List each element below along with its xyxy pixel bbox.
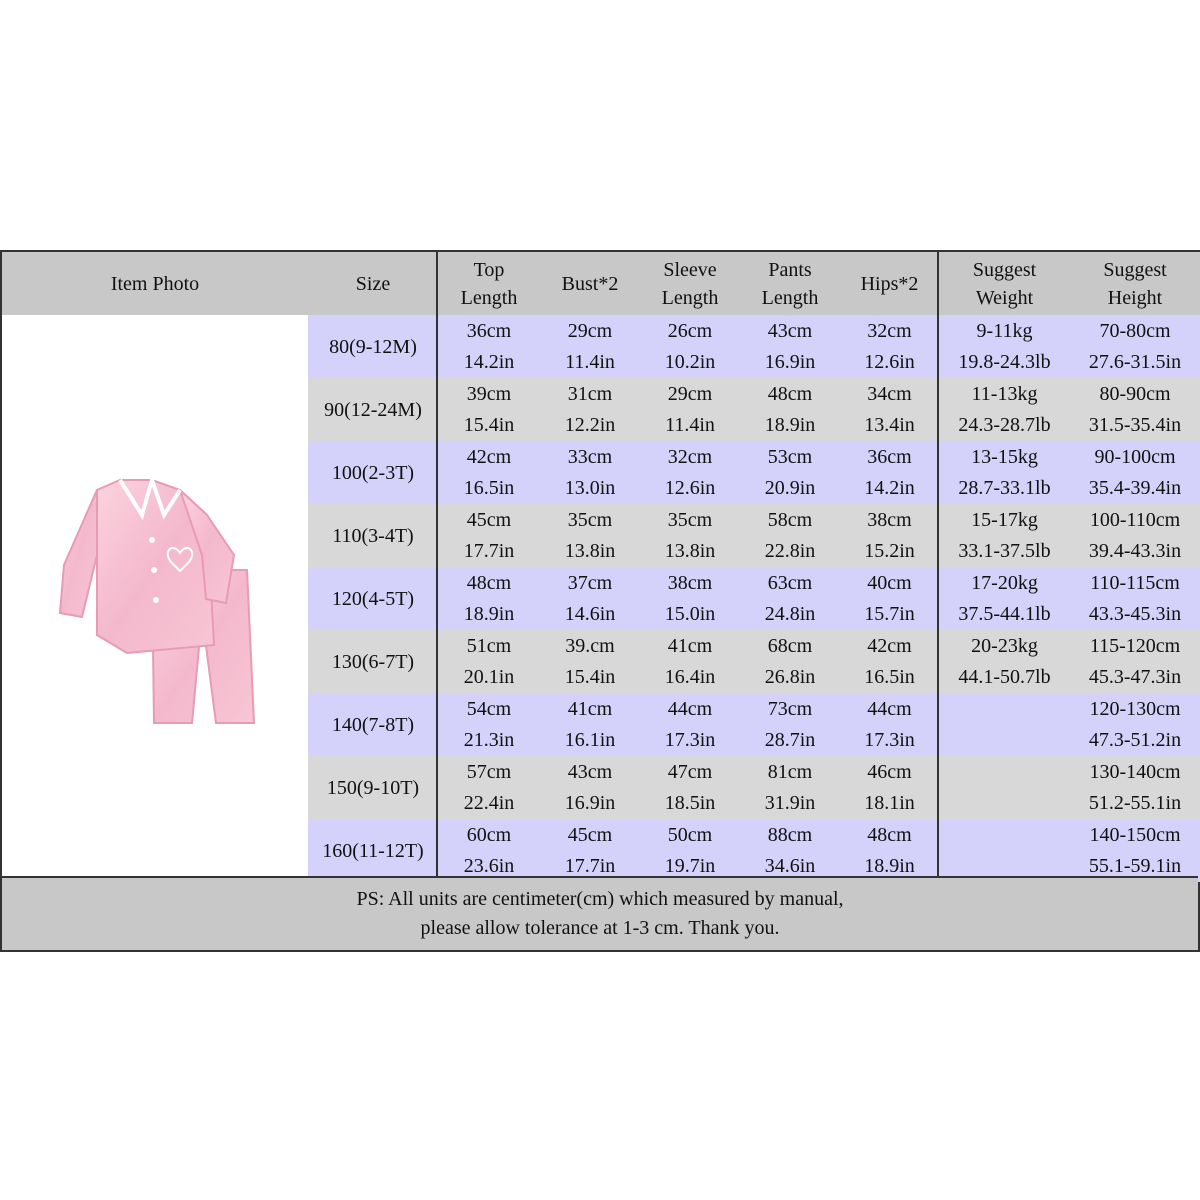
value-in: 43.3-45.3in bbox=[1088, 602, 1182, 625]
measurement-cell bbox=[840, 630, 939, 693]
measurement-cell bbox=[740, 693, 840, 756]
measurement-cell bbox=[840, 504, 939, 567]
measurement-cell bbox=[840, 693, 939, 756]
value-cm: 48cm bbox=[466, 571, 512, 594]
value-in: 13.0in bbox=[564, 476, 616, 499]
value-in: 19.7in bbox=[664, 854, 716, 877]
value-cm: 57cm bbox=[466, 760, 512, 783]
measurement-cell bbox=[640, 315, 740, 378]
value-in: 18.9in bbox=[764, 413, 816, 436]
measurement-cell bbox=[540, 567, 640, 630]
value-cm: 36cm bbox=[466, 319, 512, 342]
value-cm: 35cm bbox=[667, 508, 713, 531]
value-in: 16.1in bbox=[564, 728, 616, 751]
measurement-cell bbox=[540, 315, 640, 378]
value-cm: 81cm bbox=[767, 760, 813, 783]
value-in: 44.1-50.7lb bbox=[958, 665, 1051, 688]
measurement-cell bbox=[1070, 378, 1200, 441]
pajama-set-image bbox=[2, 315, 308, 876]
value-cm: 46cm bbox=[867, 760, 912, 783]
value-in: 15.2in bbox=[864, 539, 915, 562]
header-suggest-height: Suggest Height bbox=[1070, 252, 1200, 315]
header-size: Size bbox=[308, 252, 438, 315]
measurement-cell bbox=[1070, 819, 1200, 882]
measurement-cell bbox=[640, 693, 740, 756]
value-cm: 53cm bbox=[767, 445, 813, 468]
value-cm: 33cm bbox=[567, 445, 613, 468]
measurement-cell bbox=[1070, 504, 1200, 567]
measurement-cell bbox=[540, 504, 640, 567]
footer-note: PS: All units are centimeter(cm) which measured by manual, please allow tolerance at 1-3 cm. Thank you. bbox=[2, 876, 1198, 950]
size-label: 160(11-12T) bbox=[308, 819, 438, 882]
value-cm: 38cm bbox=[867, 508, 912, 531]
measurement-cell bbox=[1070, 630, 1200, 693]
value-in: 14.6in bbox=[564, 602, 616, 625]
value-cm: 31cm bbox=[567, 382, 613, 405]
size-label: 130(6-7T) bbox=[308, 630, 438, 693]
size-label: 150(9-10T) bbox=[308, 756, 438, 819]
value-in: 22.8in bbox=[764, 539, 816, 562]
value-in: 34.6in bbox=[764, 854, 816, 877]
value-in: 17.7in bbox=[463, 539, 515, 562]
item-photo bbox=[2, 315, 308, 876]
measurement-cell bbox=[1070, 315, 1200, 378]
size-chart bbox=[0, 250, 1200, 952]
value-cm: 90-100cm bbox=[1094, 445, 1176, 468]
measurement-cell bbox=[840, 378, 939, 441]
value-cm: 35cm bbox=[567, 508, 613, 531]
value-in: 11.4in bbox=[665, 413, 715, 436]
value-in: 24.8in bbox=[764, 602, 816, 625]
value-in: 16.5in bbox=[463, 476, 515, 499]
measurement-cell bbox=[939, 567, 1070, 630]
measurement-cell bbox=[540, 378, 640, 441]
size-label: 100(2-3T) bbox=[308, 441, 438, 504]
size-label: 110(3-4T) bbox=[308, 504, 438, 567]
header-suggest-weight: Suggest Weight bbox=[939, 252, 1070, 315]
value-in: 16.5in bbox=[864, 665, 915, 688]
value-cm: 110-115cm bbox=[1090, 571, 1180, 594]
value-in: 27.6-31.5in bbox=[1088, 350, 1182, 373]
value-in: 45.3-47.3in bbox=[1088, 665, 1182, 688]
measurement-cell bbox=[740, 630, 840, 693]
value-in: 11.4in bbox=[565, 350, 615, 373]
value-cm: 63cm bbox=[767, 571, 813, 594]
value-in: 26.8in bbox=[764, 665, 816, 688]
measurement-cell bbox=[640, 567, 740, 630]
value-in: 28.7-33.1lb bbox=[958, 476, 1051, 499]
measurement-cell bbox=[1070, 567, 1200, 630]
measurement-cell bbox=[438, 693, 540, 756]
value-in: 55.1-59.1in bbox=[1088, 854, 1182, 877]
value-cm: 17-20kg bbox=[971, 571, 1038, 594]
value-in: 12.6in bbox=[664, 476, 716, 499]
measurement-cell bbox=[740, 315, 840, 378]
measurement-cell bbox=[939, 693, 1070, 756]
measurement-cell bbox=[1070, 441, 1200, 504]
value-cm: 120-130cm bbox=[1089, 697, 1181, 720]
measurement-cell bbox=[740, 567, 840, 630]
header-item-photo: Item Photo bbox=[2, 252, 308, 315]
value-in: 47.3-51.2in bbox=[1088, 728, 1182, 751]
value-in: 15.4in bbox=[564, 665, 616, 688]
measurement-cell bbox=[640, 819, 740, 882]
measurement-cell bbox=[939, 378, 1070, 441]
value-cm: 48cm bbox=[767, 382, 813, 405]
value-cm: 115-120cm bbox=[1089, 634, 1181, 657]
value-cm: 32cm bbox=[867, 319, 912, 342]
value-cm: 45cm bbox=[466, 508, 512, 531]
measurement-cell bbox=[939, 756, 1070, 819]
size-label: 120(4-5T) bbox=[308, 567, 438, 630]
value-cm: 50cm bbox=[667, 823, 713, 846]
value-cm: 11-13kg bbox=[971, 382, 1038, 405]
value-cm: 42cm bbox=[867, 634, 912, 657]
value-cm: 39.cm bbox=[565, 634, 615, 657]
size-label: 90(12-24M) bbox=[308, 378, 438, 441]
value-in: 15.4in bbox=[463, 413, 515, 436]
value-in: 13.4in bbox=[864, 413, 915, 436]
value-in: 17.7in bbox=[564, 854, 616, 877]
header-pants-length: Pants Length bbox=[740, 252, 840, 315]
header-bust: Bust*2 bbox=[540, 252, 640, 315]
value-cm: 88cm bbox=[767, 823, 813, 846]
value-cm: 41cm bbox=[567, 697, 613, 720]
measurement-cell bbox=[840, 441, 939, 504]
value-cm: 42cm bbox=[466, 445, 512, 468]
measurement-cell bbox=[640, 504, 740, 567]
value-cm: 58cm bbox=[767, 508, 813, 531]
value-cm: 43cm bbox=[567, 760, 613, 783]
value-cm: 100-110cm bbox=[1089, 508, 1181, 531]
measurement-cell bbox=[540, 441, 640, 504]
value-in: 20.9in bbox=[764, 476, 816, 499]
measurement-cell bbox=[640, 756, 740, 819]
measurement-cell bbox=[840, 567, 939, 630]
value-cm: 44cm bbox=[667, 697, 713, 720]
measurement-cell bbox=[740, 819, 840, 882]
measurement-cell bbox=[640, 378, 740, 441]
column-divider bbox=[937, 252, 939, 876]
measurement-cell bbox=[939, 630, 1070, 693]
measurement-cell bbox=[840, 315, 939, 378]
value-cm: 20-23kg bbox=[971, 634, 1038, 657]
measurement-cell bbox=[939, 504, 1070, 567]
value-cm: 54cm bbox=[466, 697, 512, 720]
measurement-cell bbox=[1070, 756, 1200, 819]
value-in: 22.4in bbox=[463, 791, 515, 814]
value-in: 10.2in bbox=[664, 350, 716, 373]
value-cm: 48cm bbox=[867, 823, 912, 846]
value-in: 31.9in bbox=[764, 791, 816, 814]
value-in: 16.9in bbox=[564, 791, 616, 814]
measurement-cell bbox=[438, 819, 540, 882]
value-in: 18.9in bbox=[864, 854, 915, 877]
value-cm: 73cm bbox=[767, 697, 813, 720]
value-cm: 140-150cm bbox=[1089, 823, 1181, 846]
value-cm: 70-80cm bbox=[1099, 319, 1171, 342]
value-in: 17.3in bbox=[664, 728, 716, 751]
value-in: 17.3in bbox=[864, 728, 915, 751]
value-cm: 34cm bbox=[867, 382, 912, 405]
measurement-cell bbox=[438, 630, 540, 693]
measurement-cell bbox=[840, 756, 939, 819]
value-cm: 36cm bbox=[867, 445, 912, 468]
measurement-cell bbox=[438, 756, 540, 819]
value-cm: 40cm bbox=[867, 571, 912, 594]
measurement-cell bbox=[740, 441, 840, 504]
measurement-cell bbox=[438, 441, 540, 504]
value-cm: 29cm bbox=[567, 319, 613, 342]
value-in: 12.2in bbox=[564, 413, 616, 436]
value-in: 15.7in bbox=[864, 602, 915, 625]
value-in: 35.4-39.4in bbox=[1088, 476, 1182, 499]
value-cm: 47cm bbox=[667, 760, 713, 783]
value-cm: 45cm bbox=[567, 823, 613, 846]
measurement-cell bbox=[939, 819, 1070, 882]
value-cm: 44cm bbox=[867, 697, 912, 720]
value-in: 39.4-43.3in bbox=[1088, 539, 1182, 562]
measurement-cell bbox=[740, 756, 840, 819]
value-in: 12.6in bbox=[864, 350, 915, 373]
header-top-length: Top Length bbox=[438, 252, 540, 315]
measurement-cell bbox=[840, 819, 939, 882]
value-cm: 130-140cm bbox=[1089, 760, 1181, 783]
value-in: 15.0in bbox=[664, 602, 716, 625]
value-cm: 32cm bbox=[667, 445, 713, 468]
measurement-cell bbox=[939, 441, 1070, 504]
header-sleeve-length: Sleeve Length bbox=[640, 252, 740, 315]
value-in: 37.5-44.1lb bbox=[958, 602, 1051, 625]
column-divider bbox=[436, 252, 438, 876]
value-in: 28.7in bbox=[764, 728, 816, 751]
value-cm: 80-90cm bbox=[1099, 382, 1171, 405]
value-in: 31.5-35.4in bbox=[1088, 413, 1182, 436]
value-cm: 15-17kg bbox=[971, 508, 1038, 531]
measurement-cell bbox=[740, 378, 840, 441]
value-cm: 41cm bbox=[667, 634, 713, 657]
value-cm: 9-11kg bbox=[976, 319, 1033, 342]
value-cm: 51cm bbox=[466, 634, 512, 657]
value-cm: 13-15kg bbox=[971, 445, 1038, 468]
measurement-cell bbox=[438, 378, 540, 441]
measurement-cell bbox=[1070, 693, 1200, 756]
value-in: 18.5in bbox=[664, 791, 716, 814]
value-cm: 38cm bbox=[667, 571, 713, 594]
value-cm: 60cm bbox=[466, 823, 512, 846]
value-cm: 68cm bbox=[767, 634, 813, 657]
measurement-cell bbox=[939, 315, 1070, 378]
value-in: 19.8-24.3lb bbox=[958, 350, 1051, 373]
header-hips: Hips*2 bbox=[840, 252, 939, 315]
measurement-cell bbox=[640, 630, 740, 693]
measurement-cell bbox=[540, 756, 640, 819]
value-in: 13.8in bbox=[664, 539, 716, 562]
value-in: 18.9in bbox=[463, 602, 515, 625]
value-in: 21.3in bbox=[463, 728, 515, 751]
value-cm: 37cm bbox=[567, 571, 613, 594]
measurement-cell bbox=[540, 630, 640, 693]
measurement-cell bbox=[438, 315, 540, 378]
measurement-cell bbox=[540, 693, 640, 756]
value-in: 23.6in bbox=[463, 854, 515, 877]
value-cm: 26cm bbox=[667, 319, 713, 342]
value-cm: 29cm bbox=[667, 382, 713, 405]
value-in: 14.2in bbox=[463, 350, 515, 373]
measurement-cell bbox=[438, 567, 540, 630]
value-cm: 43cm bbox=[767, 319, 813, 342]
size-label: 80(9-12M) bbox=[308, 315, 438, 378]
value-in: 16.4in bbox=[664, 665, 716, 688]
measurement-cell bbox=[540, 819, 640, 882]
value-in: 18.1in bbox=[864, 791, 915, 814]
value-in: 51.2-55.1in bbox=[1088, 791, 1182, 814]
value-in: 33.1-37.5lb bbox=[958, 539, 1051, 562]
size-label: 140(7-8T) bbox=[308, 693, 438, 756]
measurement-cell bbox=[640, 441, 740, 504]
value-in: 24.3-28.7lb bbox=[958, 413, 1051, 436]
value-cm: 39cm bbox=[466, 382, 512, 405]
value-in: 16.9in bbox=[764, 350, 816, 373]
measurement-cell bbox=[740, 504, 840, 567]
value-in: 13.8in bbox=[564, 539, 616, 562]
value-in: 20.1in bbox=[463, 665, 515, 688]
measurement-cell bbox=[438, 504, 540, 567]
value-in: 14.2in bbox=[864, 476, 915, 499]
